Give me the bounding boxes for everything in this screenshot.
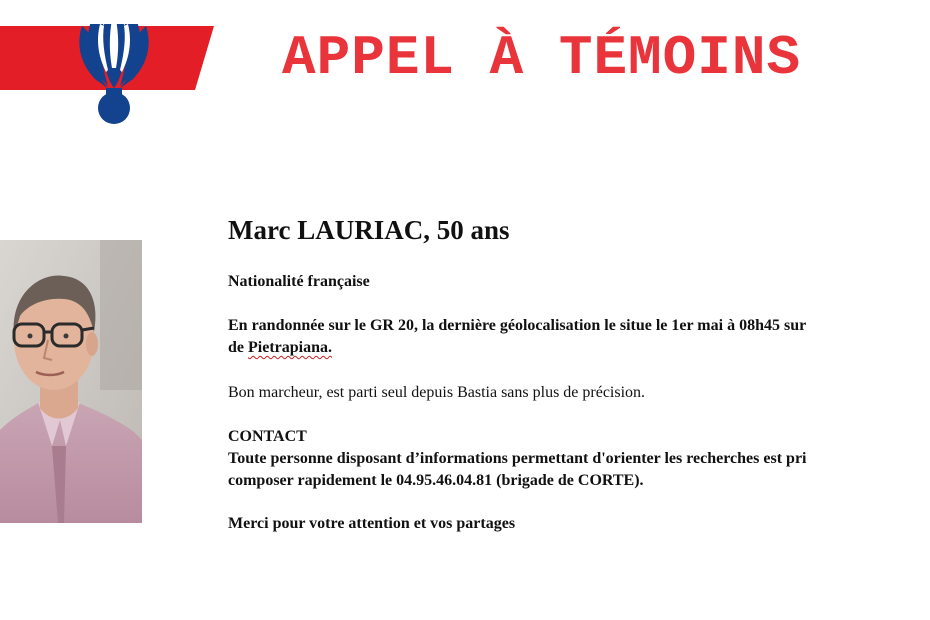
gendarmerie-grenade-icon	[0, 24, 214, 124]
thanks-message: Merci pour votre attention et vos partages	[228, 515, 516, 532]
last-seen-line-2	[228, 337, 930, 359]
last-seen-place: Pietrapiana.	[248, 339, 332, 356]
person-name: Marc LAURIAC, 50 ans	[228, 215, 510, 245]
missing-person-photo	[0, 240, 142, 523]
contact-line-1: Toute personne disposant d’informations permettant d'orienter les recherches est pri	[228, 450, 807, 467]
gendarmerie-banner	[0, 24, 214, 92]
nationality: Nationalité française	[228, 273, 370, 290]
last-seen-prefix: de	[228, 339, 248, 356]
portrait-photo-icon	[0, 240, 142, 523]
contact-line-2: composer rapidement le 04.95.46.04.81 (brigade de CORTE).	[228, 472, 644, 489]
page-headline: APPEL À TÉMOINS	[282, 26, 802, 90]
last-seen-line-1: En randonnée sur le GR 20, la dernière géolocalisation le situe le 1er mai à 08h45 sur	[228, 317, 807, 334]
contact-title: CONTACT	[228, 428, 307, 445]
notice-content	[228, 214, 930, 535]
description: Bon marcheur, est parti seul depuis Bastia sans plus de précision.	[228, 384, 646, 401]
